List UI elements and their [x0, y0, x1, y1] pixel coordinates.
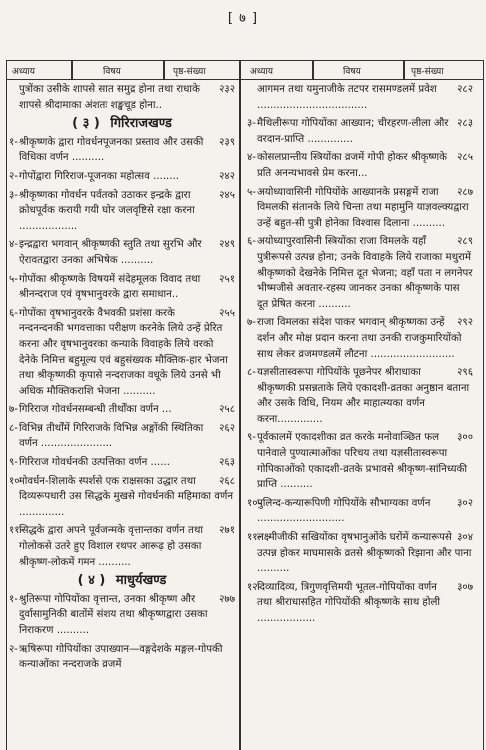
list-item	[247, 496, 473, 527]
entry-number: ३-	[9, 189, 18, 201]
entry-text: राजा विमलका संदेश पाकर भगवान् श्रीकृष्णका उन्हें दर्शन और मोक्ष प्रदान करना तथा उनकी राजकुमारियोंको साथ लेकर व्रजमण्डलमें लौटना ..........................	[257, 317, 462, 360]
page-ref: २६३	[219, 457, 235, 469]
section-heading	[9, 573, 235, 589]
entry-number: २-	[9, 170, 18, 182]
entry-number: ९-	[9, 457, 18, 469]
entry-number: ८-	[247, 367, 256, 379]
header-divider	[403, 61, 405, 79]
entry-number: १-	[9, 593, 18, 605]
entry-number: ९-	[247, 432, 256, 444]
list-item	[9, 474, 235, 521]
page-ref: २५८	[219, 404, 235, 416]
list-item	[247, 234, 473, 312]
page-ref: २३२	[219, 84, 235, 95]
center-divider	[239, 61, 241, 750]
entry-number: ६-	[9, 307, 18, 319]
page-ref: २९२	[457, 317, 473, 329]
page-ref: २७७	[219, 593, 235, 605]
entry-text: गोपोंका श्रीकृष्णके विषयमें संदेहमूलक विवाद तथा श्रीनन्दराज एवं वृषभानुवरके द्वारा समाधान..	[19, 273, 201, 301]
page-ref: २८७	[457, 186, 473, 198]
section-heading	[9, 116, 235, 132]
entry-number: १२-	[247, 581, 262, 593]
entry-number: ५-	[9, 273, 18, 285]
entry-text: लक्ष्मीजीकी सखियोंका वृषभानुओंके घरोंमें कन्यारूपसे उत्पन्न होकर माघमासके व्रतसे श्रीकृष्णको रिझाना और पाना ..........	[257, 532, 472, 575]
entry-number: ११-	[247, 532, 262, 544]
entry-text: गोवर्धन-शिलाके स्पर्शसे एक राक्षसका उद्धार तथा दिव्यरूपधारी उस सिद्धके मुखसे गोवर्धनकी महिमाका वर्णन ..............	[19, 475, 233, 518]
entry-number: ८-	[9, 422, 18, 434]
list-item	[9, 188, 235, 235]
entry-number: २-	[9, 643, 18, 655]
entry-text: पुत्रोंका उसीके शापसे सात समुद्र होना तथा राधाके शापसे श्रीदामाका अंशतः शङ्खचूड होना..	[19, 84, 200, 111]
right-column	[247, 82, 473, 630]
entry-number: ११-	[9, 525, 24, 537]
header-divider	[312, 61, 314, 79]
list-item	[247, 530, 473, 577]
list-item	[9, 523, 235, 570]
page-ref: २८३	[457, 118, 473, 130]
list-item	[247, 82, 473, 113]
left-column	[9, 82, 235, 676]
contents-table	[6, 60, 484, 750]
list-item	[9, 402, 235, 418]
header-right-prishtha: पृष्ठ-संख्या	[411, 67, 444, 77]
page-ref: २४२	[219, 170, 235, 182]
page-ref: २८९	[457, 236, 473, 248]
section-number: ( ४ )	[77, 573, 106, 589]
page-ref: २६२	[219, 422, 235, 434]
entry-text: पुलिन्द-कन्यारूपिणी गोपियोंके सौभाग्यका वर्णन ...........................	[257, 497, 431, 525]
header-divider	[163, 61, 165, 79]
page-ref: २८२	[457, 84, 473, 95]
page-ref: २७१	[219, 525, 235, 537]
entry-text: श्रीकृष्णका गोवर्धन पर्वतको उठाकर इन्द्रके द्वारा क्रोधपूर्वक करायी गयी घोर जलवृष्टिसे रक्षा करना ..................	[19, 189, 195, 232]
entry-text: पूर्वकालमें एकादशीका व्रत करके मनोवाञ्छित फल पानेवाले पुण्यात्माओंका परिचय तथा यज्ञसीतास्वरूपा गोपिकाओंको एकादशी-व्रतके प्रभावसे श्रीकृष्ण-सांनिध्यकी प्राप्ति ..........	[257, 432, 468, 491]
list-item	[247, 185, 473, 232]
entry-text: सिद्धके द्वारा अपने पूर्वजन्मके वृत्तान्तका वर्णन तथा गोलोकसे उतरे हुए विशाल रथपर आरूढ़ हो उसका श्रीकृष्ण-लोकमें गमन ..........	[19, 525, 203, 568]
entry-number: ३-	[247, 118, 256, 130]
entry-text: गिरिराज गोवर्धनसम्बन्धी तीर्थोंका वर्णन ...	[19, 404, 172, 416]
page-ref: ३०२	[457, 497, 473, 509]
section-number: ( ३ )	[72, 116, 100, 132]
page-ref: २९६	[457, 367, 473, 379]
table-header	[7, 61, 483, 80]
list-item	[9, 642, 235, 673]
entry-number: ६-	[247, 236, 256, 248]
entry-number: ४-	[247, 152, 256, 164]
entry-text: दिव्यादिव्य, त्रिगुणवृत्तिमयी भूतल-गोपियोंका वर्णन तथा श्रीराधासहित गोपियोंकी श्रीकृष्णके साथ होली ..................	[257, 581, 441, 624]
header-right-adhyay: अध्याय	[250, 67, 274, 77]
entry-text: अयोध्यापुरवासिनी स्त्रियोंका राजा विमलके यहाँ पुत्रीरूपसे उत्पन्न होना; उनके विवाहके लिये राजाका मथुरामें श्रीकृष्णको देखनेके निमित्त दूत भेजना; वहाँ पता न लगनेपर भीष्मजीसे अवतार-रहस्य जानकर उनका श्रीकृष्णके पास दूत प्रेषित करना ..........	[257, 236, 473, 310]
entry-text: आगमन तथा यमुनाजीके तटपर रासमण्डलमें प्रवेश ..................................	[257, 84, 437, 111]
entry-text: गोपोंका वृषभानुवरके वैभवकी प्रशंसा करके नन्दनन्दनकी भगवत्ताका परीक्षण करनेके लिये उन्हें प्रेरित करना और वृषभानुवरका कन्याके विवाहके लिये वरको देनेके निमित्त बहुमूल्य एवं बहुसंख्यक मौक्तिक-हार भेजना तथा श्रीकृष्णकी कृपासे नन्दराजका वधूके लिये उनसे भी अधिक मौक्तिकराशि भेजना ..........	[19, 307, 228, 397]
entry-number: १०-	[9, 475, 24, 487]
header-right-vishay: विषय	[343, 67, 361, 77]
list-item	[247, 580, 473, 627]
list-item	[247, 315, 473, 362]
entry-number: ७-	[9, 404, 18, 416]
entry-text: गोपोंद्वारा गिरिराज-पूजनका महोत्सव ........	[19, 170, 180, 182]
header-left-adhyay: अध्याय	[12, 67, 36, 77]
entry-text: श्रुतिरूपा गोपियोंका वृत्तान्त, उनका श्रीकृष्ण और दुर्वासामुनिकी बातोंमें संशय तथा श्रीकृष्णद्वारा उसका निराकरण ..........	[19, 593, 208, 636]
page-ref: ३०४	[457, 532, 473, 544]
entry-number: १०-	[247, 497, 262, 509]
list-item	[9, 169, 235, 185]
page-ref: २४९	[219, 239, 235, 251]
header-divider	[71, 61, 73, 79]
page-ref: २५१	[219, 273, 235, 285]
entry-number: ४-	[9, 239, 18, 251]
list-item	[247, 150, 473, 181]
page-number: [ ७ ]	[227, 11, 259, 26]
entry-text: यज्ञसीतास्वरूपा गोपियोंके पूछनेपर श्रीराधाका श्रीकृष्णकी प्रसन्नताके लिये एकादशी-व्रतका अनुष्ठान बताना और उसके विधि, नियम और माहात्म्यका वर्णन करना..............	[257, 367, 470, 425]
entry-text: मैथिलीरूपा गोपियोंका आख्यान; चीरहरण-लीला और वरदान-प्राप्ति ..............	[257, 118, 449, 145]
entry-number: १-	[9, 136, 18, 148]
entry-text: कोसलप्रान्तीय स्त्रियोंका व्रजमें गोपी होकर श्रीकृष्णके प्रति अनन्यभावसे प्रेम करना...	[257, 152, 447, 179]
page-ref: ३०७	[457, 581, 473, 593]
list-item	[9, 455, 235, 471]
list-item	[247, 430, 473, 492]
entry-text: अयोध्यावासिनी गोपियोंके आख्यानके प्रसङ्गमें राजा विमलकी संतानके लिये चिन्ता तथा महामुनि याज्ञवल्क्यद्वारा उन्हें बहुत-सी पुत्री होनेका विश्वास दिलाना ..........	[257, 186, 469, 229]
list-item	[247, 116, 473, 147]
list-item	[9, 237, 235, 268]
list-item	[9, 306, 235, 400]
header-left-prishtha: पृष्ठ-संख्या	[173, 67, 206, 77]
list-item	[247, 365, 473, 427]
entry-number: ५-	[247, 186, 256, 198]
entry-text: विभिन्न तीर्थोंमें गिरिराजके विभिन्न अङ्गोंकी स्थितिका वर्णन ......................	[19, 422, 204, 450]
page-ref: २८५	[457, 152, 473, 164]
entry-text: इन्द्रद्वारा भगवान् श्रीकृष्णकी स्तुति तथा सुरभि और ऐरावतद्वारा उनका अभिषेक ..........	[19, 239, 202, 266]
list-item	[9, 82, 235, 113]
page-ref: २५५	[219, 307, 235, 319]
section-title: गिरिराजखण्ड	[110, 116, 172, 132]
page-ref: २४५	[219, 189, 235, 201]
entry-text: ऋषिरूपा गोपियोंका उपाख्यान—वङ्गदेशके मङ्गल-गोपकी कन्याओंका नन्दराजके व्रजमें	[19, 643, 223, 671]
section-title: माधुर्यखण्ड	[115, 573, 167, 589]
list-item	[9, 592, 235, 639]
list-item	[9, 272, 235, 303]
header-left-vishay: विषय	[103, 67, 121, 77]
entry-text: गिरिराज गोवर्धनकी उत्पत्तिका वर्णन ......	[19, 457, 170, 469]
page-ref: २३९	[219, 136, 235, 148]
list-item	[9, 421, 235, 452]
entry-text: श्रीकृष्णके द्वारा गोवर्धनपूजनका प्रस्ताव और उसकी विधिका वर्णन ..........	[19, 136, 204, 164]
page-ref: २६८	[219, 475, 235, 487]
entry-number: ७-	[247, 317, 256, 329]
page-ref: ३००	[457, 432, 473, 444]
list-item	[9, 135, 235, 166]
